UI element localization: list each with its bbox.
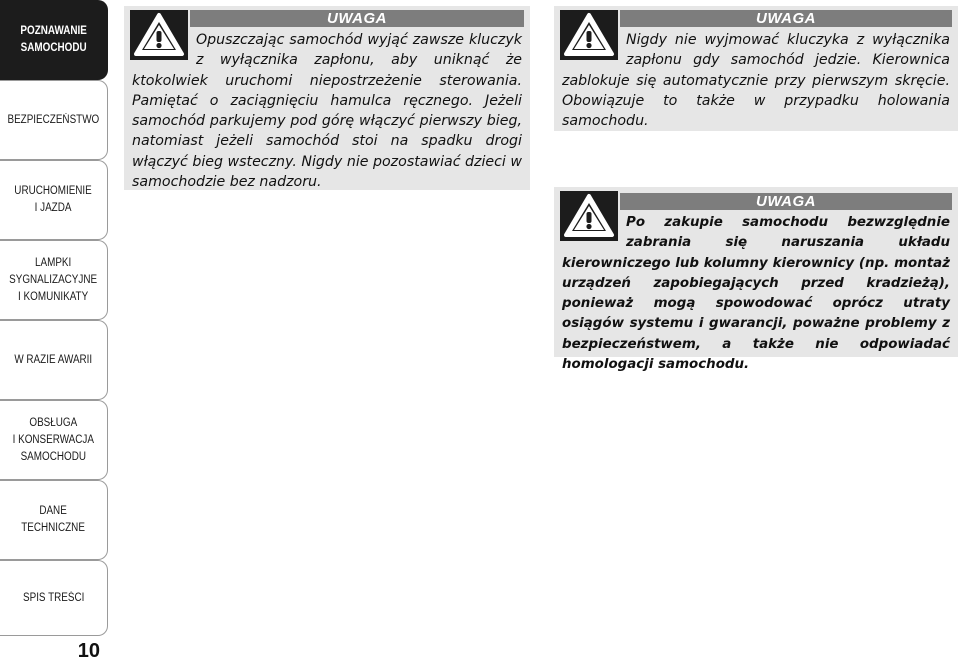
warning-header: UWAGA xyxy=(190,10,524,27)
warning-box-key-removal xyxy=(554,6,958,131)
tab-poznawanie-samochodu[interactable] xyxy=(0,0,108,80)
tab-bezpieczenstwo[interactable] xyxy=(0,80,108,160)
chapter-sidebar xyxy=(0,0,110,640)
warning-text: Opuszczając samochód wyjąć zawsze kluczyk z wyłącznika zapłonu, aby uniknąć że ktokolwiek uruchomi niepostrzeżenie sterowania. Pamiętać o zaciągnięciu hamulca ręcznego. Jeżeli samochód parkujemy pod górę włączyć pierwszy bieg, natomiast jeżeli samochód stoi na spadku drogi włączyć bieg wsteczny. Nigdy nie pozostawiać dzieci w samochodzie bez nadzoru. xyxy=(132,32,522,191)
page-number: 10 xyxy=(77,640,100,662)
tab-label: W RAZIE AWARII xyxy=(14,353,93,366)
tab-label: BEZPIECZEŃSTWO xyxy=(7,113,100,126)
tab-obsluga-i-konserwacja[interactable] xyxy=(0,400,108,480)
warning-text: Nigdy nie wyjmować kluczyka z wyłącznika zapłonu gdy samochód jedzie. Kierownica zablokuje się automatycznie przy pierwszym skręcie. Obowiązuje to także w przypadku holowania samochodu. xyxy=(562,32,950,130)
tab-w-razie-awarii[interactable] xyxy=(0,320,108,400)
warning-box-leave-vehicle xyxy=(124,6,530,190)
tab-lampki-sygnalizacyjne[interactable] xyxy=(0,240,108,320)
tab-label: SPIS TREŚCI xyxy=(22,591,85,604)
tab-label: LAMPKI SYGNALIZACYJNE I KOMUNIKATY xyxy=(9,256,98,303)
tab-spis-tresci[interactable] xyxy=(0,560,108,636)
warning-header: UWAGA xyxy=(620,193,952,210)
tab-label: OBSŁUGA I KONSERWACJA SAMOCHODU xyxy=(12,416,95,463)
tab-label: URUCHOMIENIE I JAZDA xyxy=(14,185,93,214)
warning-box-steering-tampering xyxy=(554,187,958,373)
warning-text: Po zakupie samochodu bezwzględnie zabrania się naruszania układu kierowniczego lub kolumny kierownicy (np. montaż urządzeń zapobiegających przed kradzieżą), ponieważ mogą spowodować oprócz utraty osiągów systemu i gwarancji, poważne problemy z bezpieczeństwem, a także nie odpowiadać homologacji samochodu. xyxy=(562,215,950,373)
tab-uruchomienie-i-jazda[interactable] xyxy=(0,160,108,240)
warning-header: UWAGA xyxy=(620,10,952,27)
tab-label: POZNAWANIE SAMOCHODU xyxy=(20,25,87,54)
tab-label: DANE TECHNICZNE xyxy=(21,505,86,534)
tab-dane-techniczne[interactable] xyxy=(0,480,108,560)
